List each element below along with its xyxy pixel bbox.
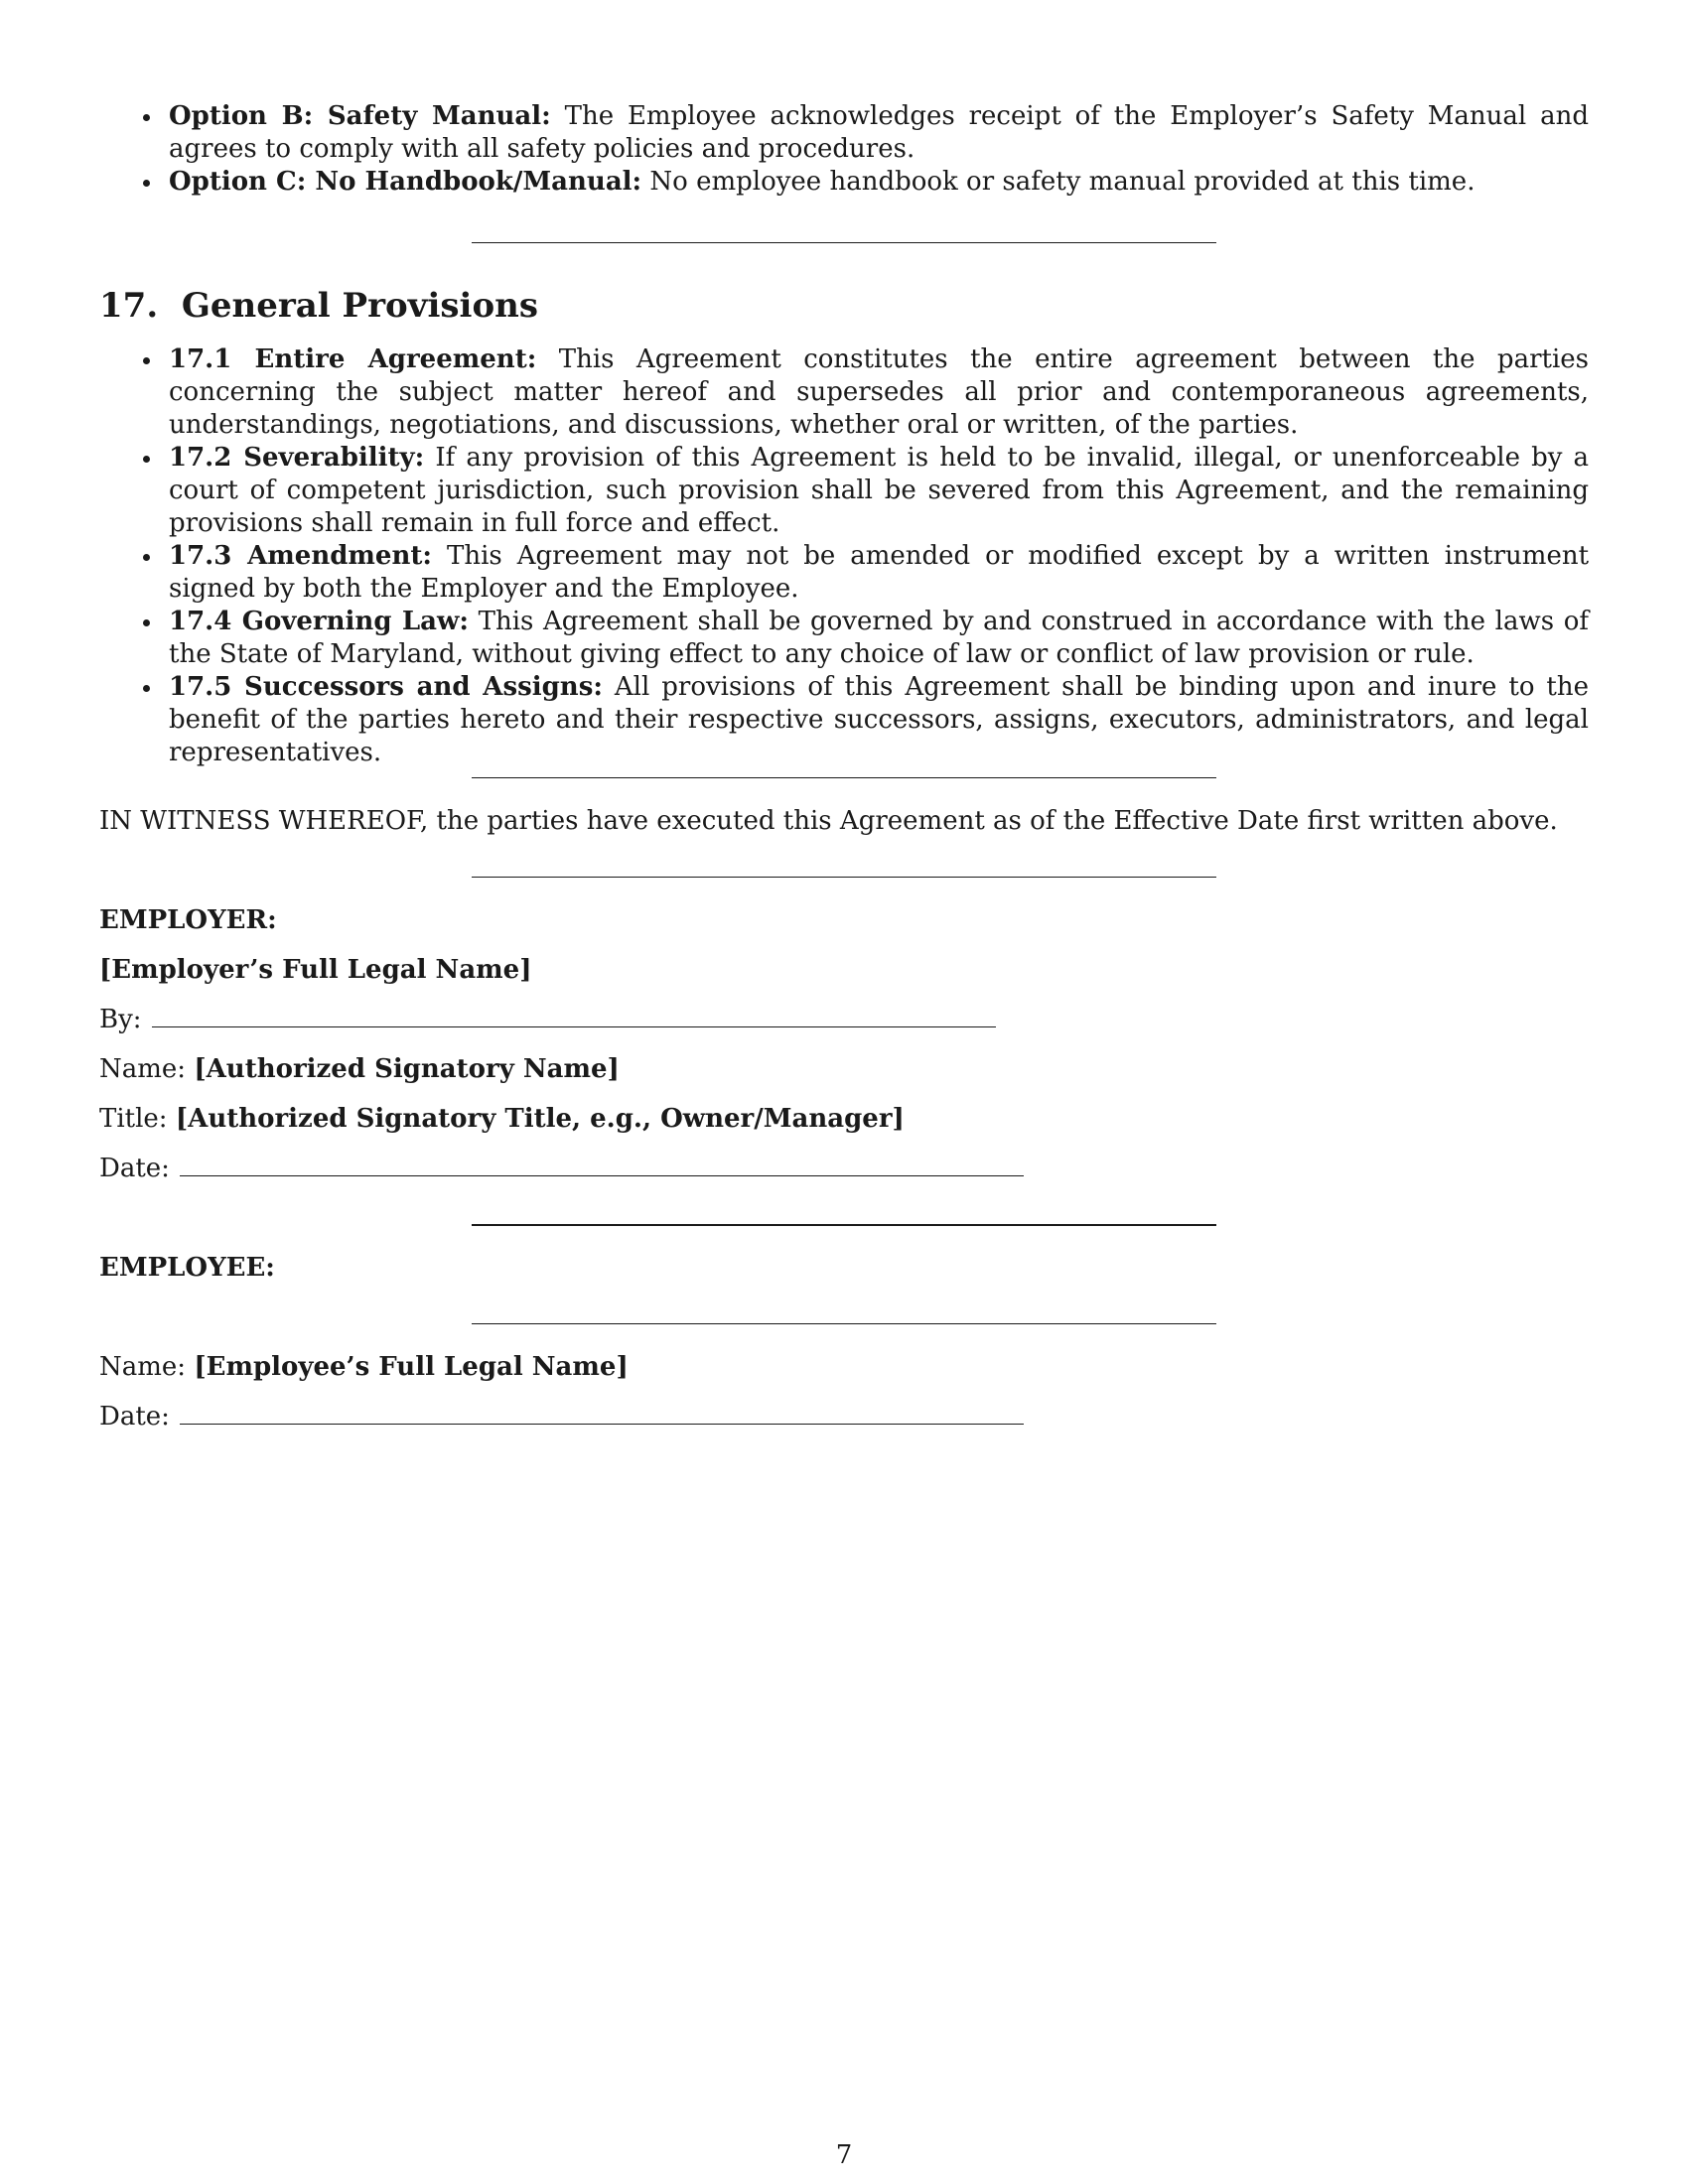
employee-date-field[interactable] (180, 1402, 1024, 1425)
employee-date-line: Date: (99, 1401, 1024, 1433)
handbook-options-list (99, 100, 1589, 199)
list-item: 17.4 Governing Law: This Agreement shall be governed by and construed in accordance with the laws of the State of Maryland, without giving effect to any choice of law or conflict of law provision or rule. (99, 606, 1589, 671)
section-title: General Provisions (181, 286, 538, 326)
list-item: 17.5 Successors and Assigns: All provisions of this Agreement shall be binding upon and inure to the benefit of the parties hereto and their respective successors, assigns, executors, administrators, and legal representatives. (99, 671, 1589, 769)
divider (472, 1224, 1216, 1226)
employer-heading: EMPLOYER: (99, 905, 277, 935)
divider (472, 877, 1216, 878)
section-number: 17. (99, 286, 159, 326)
employer-by-line: By: (99, 1004, 996, 1036)
list-item: Option B: Safety Manual: The Employee acknowledges receipt of the Employer’s Safety Manual and agrees to comply with all safety policies and procedures. (99, 100, 1589, 166)
divider (472, 777, 1216, 778)
list-item: 17.1 Entire Agreement: This Agreement constitutes the entire agreement between the parties concerning the subject matter hereof and supersedes all prior and contemporaneous agreements, understandings, negotiations, and discussions, whether oral or written, of the parties. (99, 343, 1589, 442)
employer-name-placeholder: [Employer’s Full Legal Name] (99, 955, 532, 985)
divider (472, 1323, 1216, 1324)
section-heading (99, 286, 538, 326)
employer-date-field[interactable] (180, 1154, 1024, 1176)
list-item: 17.3 Amendment: This Agreement may not be amended or modified except by a written instrument signed by both the Employer and the Employee. (99, 540, 1589, 606)
provisions-list (99, 343, 1589, 769)
list-item: Option C: No Handbook/Manual: No employee handbook or safety manual provided at this time. (99, 166, 1589, 199)
employer-signatory-name: Name: [Authorized Signatory Name] (99, 1054, 620, 1084)
employer-signatory-title: Title: [Authorized Signatory Title, e.g., Owner/Manager] (99, 1104, 905, 1134)
employee-name-line: Name: [Employee’s Full Legal Name] (99, 1352, 629, 1382)
employee-heading: EMPLOYEE: (99, 1253, 275, 1283)
employer-date-line: Date: (99, 1153, 1024, 1185)
page-number: 7 (835, 2140, 853, 2170)
list-item: 17.2 Severability: If any provision of this Agreement is held to be invalid, illegal, or unenforceable by a court of competent jurisdiction, such provision shall be severed from this Agreement, and the remaining provisions shall remain in full force and effect. (99, 442, 1589, 540)
divider (472, 242, 1216, 243)
employer-signature-line[interactable] (152, 1005, 996, 1027)
witness-clause: IN WITNESS WHEREOF, the parties have executed this Agreement as of the Effective Date first written above. (99, 806, 1558, 836)
